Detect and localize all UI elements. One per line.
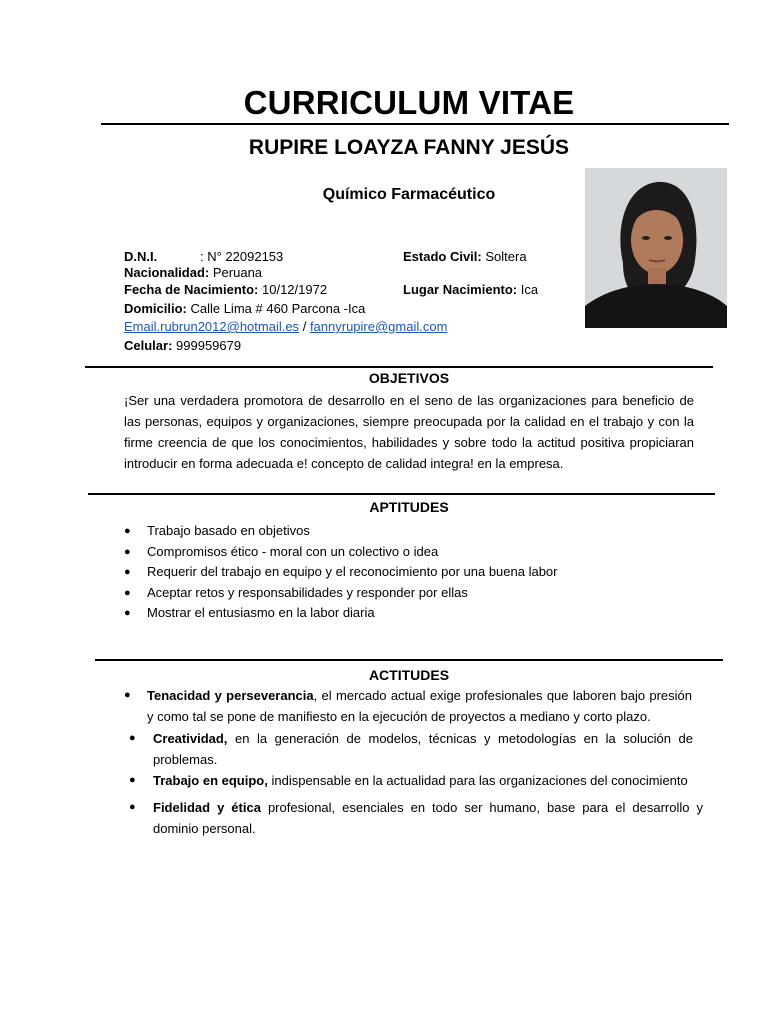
actitudes-divider [95,659,723,661]
nationality-row [124,265,262,281]
email-separator: / [302,319,307,334]
document-title: CURRICULUM VITAE [243,84,575,121]
objetivos-text: ¡Ser una verdadera promotora de desarrollo en el seno de las organizaciones para beneficio de las personas, equipos y organizaciones, siempre preocupada por la calidad en el trabajo y con la firme creencia de que los conocimientos, habilidades y sobre todo la actitud positiva propiciaran introducir en forma adecuada e! concepto de calidad integra! en la empresa. [124,393,694,471]
portrait-illustration [585,168,727,328]
aptitudes-divider [88,493,715,495]
aptitudes-heading: APTITUDES [369,499,449,515]
aptitudes-list [124,521,558,624]
bullet-icon: ● [124,566,131,579]
birth-date-value: 10/12/1972 [262,282,328,297]
address-value: Calle Lima # 460 Parcona -Ica [190,301,366,316]
birth-place-row [403,282,538,298]
list-item: ● Mostrar el entusiasmo en la labor diaria [124,603,558,624]
phone-value: 999959679 [176,338,242,353]
bullet-icon: ● [129,801,136,813]
birth-place-label: Lugar Nacimiento: [403,282,518,297]
bullet-icon: ● [124,689,131,701]
list-item: ● Aceptar retos y responsabilidades y responder por ellas [124,583,558,604]
profile-photo [585,168,727,328]
objetivos-heading: OBJETIVOS [368,370,450,386]
civil-status-label: Estado Civil: [403,249,482,264]
actitudes-heading: ACTITUDES [368,667,450,683]
bullet-icon: ● [124,525,131,537]
list-item: ● Trabajo en equipo, indispensable en la actualidad para las organizaciones del conocimiento [153,770,698,791]
bullet-icon: ● [124,545,131,558]
nationality-label: Nacionalidad: [124,265,210,280]
profession: Químico Farmacéutico [322,186,496,203]
bullet-icon: ● [129,774,136,786]
phone-label: Celular: [124,338,173,353]
bullet-icon: ● [124,586,131,599]
title-divider [101,123,729,125]
list-item: ● Tenacidad y perseverancia, el mercado actual exige profesionales que laboren bajo presión y como tal se pone de manifiesto en la ejecución de proyectos a mediano y corto plazo. [147,685,692,727]
phone-row [124,338,241,354]
list-item: ● Compromisos ético - moral con un colectivo o idea [124,542,558,563]
address-row [124,301,365,317]
bullet-icon: ● [124,607,131,620]
dni-value: : N° 22092153 [200,249,284,264]
civil-status-row [403,249,527,265]
objetivos-divider [85,366,713,368]
list-item: ● Trabajo basado en objetivos [124,521,558,542]
nationality-value: Peruana [212,265,263,280]
email-link-hotmail[interactable]: Email.rubrun2012@hotmail.es [124,319,300,334]
list-item: ● Fidelidad y ética profesional, esenciales en todo ser humano, base para el desarrollo y dominio personal. [153,797,703,839]
birth-date-label: Fecha de Nacimiento: [124,282,259,297]
address-label: Domicilio: [124,301,187,316]
dni-label: D.N.I. [124,249,158,264]
civil-status-value: Soltera [485,249,527,264]
birth-date-row [124,282,327,298]
person-name: RUPIRE LOAYZA FANNY JESÚS [248,136,570,159]
list-item: ● Creatividad, en la generación de modelos, técnicas y metodologías en la solución de problemas. [153,728,693,770]
birth-place-value: Ica [520,282,539,297]
list-item: ● Requerir del trabajo en equipo y el reconocimiento por una buena labor [124,562,558,583]
bullet-icon: ● [129,732,136,744]
email-link-gmail[interactable]: fannyrupire@gmail.com [309,319,448,334]
dni-row [124,249,284,265]
email-row [124,319,447,335]
